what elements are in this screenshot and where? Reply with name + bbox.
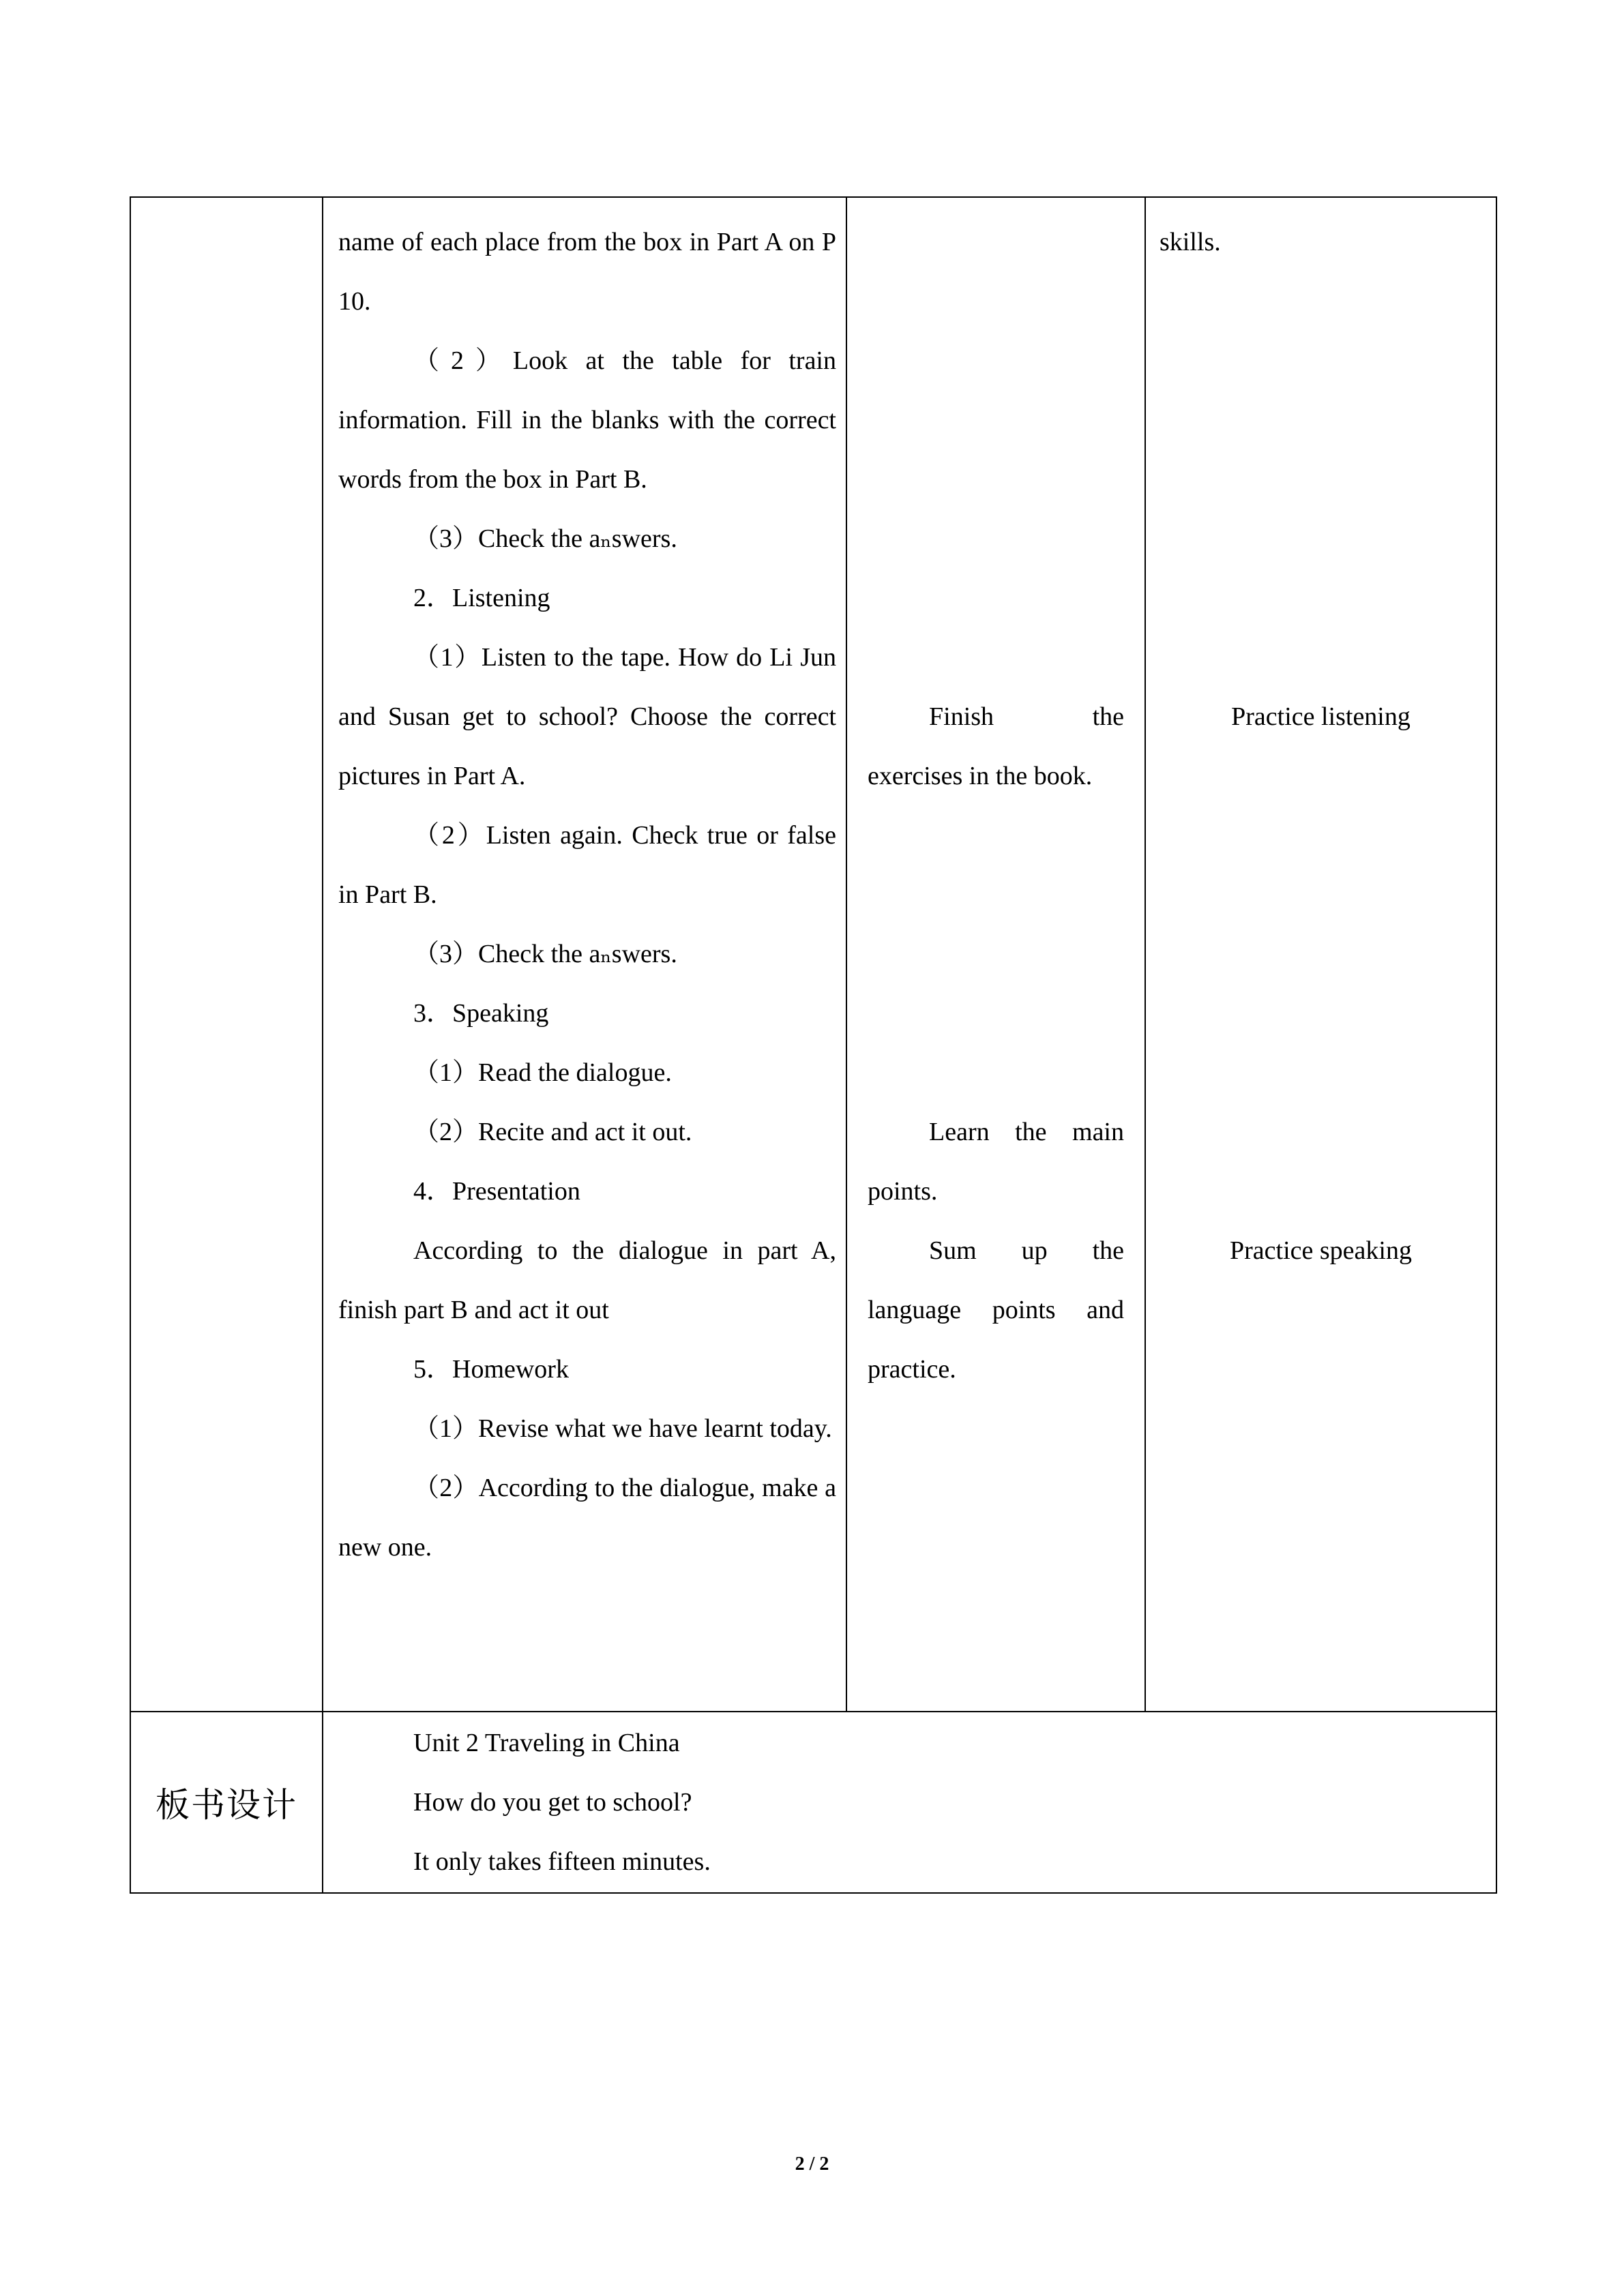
- intent-skills: skills.: [1160, 228, 1221, 256]
- board-design-row: [130, 1712, 1496, 1893]
- procedure-paragraph: name of each place from the box in Part A on P 10.: [338, 228, 836, 316]
- board-design-text: [323, 1712, 1496, 1892]
- procedure-paragraph: （2）Listen again. Check true or false in Part B.: [338, 821, 836, 909]
- procedure-paragraph: （2）Recite and act it out.: [413, 1118, 692, 1146]
- activity-learn-points: Learn the main points.: [868, 1118, 1124, 1206]
- lesson-plan-table: [130, 196, 1497, 1894]
- procedure-paragraph: According to the dialogue in part A, finish part B and act it out: [338, 1236, 836, 1324]
- board-design-label: 板书设计: [130, 1712, 323, 1893]
- teaching-procedure-cell: [323, 197, 846, 1712]
- row-label-cell: [130, 197, 323, 1712]
- page-number: 2 / 2: [795, 2153, 829, 2175]
- board-design-line: It only takes fifteen minutes.: [413, 1847, 711, 1876]
- intent-practice-listening: Practice listening: [1231, 702, 1411, 731]
- intent-practice-speaking: Practice speaking: [1230, 1236, 1412, 1265]
- procedure-paragraph: （1）Listen to the tape. How do Li Jun and Susan get to school? Choose the correct pictures in Part A.: [338, 643, 836, 790]
- procedure-paragraph: （2）According to the dialogue, make a new one.: [338, 1474, 836, 1562]
- activity-sum-up: Sum up the language points and practice.: [868, 1236, 1124, 1384]
- board-design-content-cell: [323, 1712, 1496, 1893]
- procedure-paragraph: 3．Speaking: [413, 999, 549, 1028]
- procedure-paragraph: 2．Listening: [413, 584, 550, 612]
- procedure-paragraph: 4．Presentation: [413, 1177, 580, 1206]
- board-design-line: How do you get to school?: [413, 1788, 692, 1817]
- procedure-paragraph: （3）Check the aₙswers.: [413, 940, 677, 968]
- procedure-paragraph: （1）Revise what we have learnt today.: [413, 1414, 832, 1443]
- procedure-paragraph: （1）Read the dialogue.: [413, 1058, 672, 1087]
- student-activities-cell: [846, 197, 1145, 1712]
- board-design-line: Unit 2 Traveling in China: [413, 1729, 680, 1757]
- activity-finish-exercises: Finish the exercises in the book.: [868, 702, 1124, 790]
- procedure-paragraph: （3）Check the aₙswers.: [413, 524, 677, 553]
- design-intent-cell: [1145, 197, 1496, 1712]
- procedure-paragraph: （2）Look at the table for train information. Fill in the blanks with the correct words from the box in Part B.: [338, 346, 836, 494]
- teaching-procedure-text: [323, 198, 846, 1577]
- teaching-process-row: [130, 197, 1496, 1712]
- procedure-paragraph: 5．Homework: [413, 1355, 569, 1384]
